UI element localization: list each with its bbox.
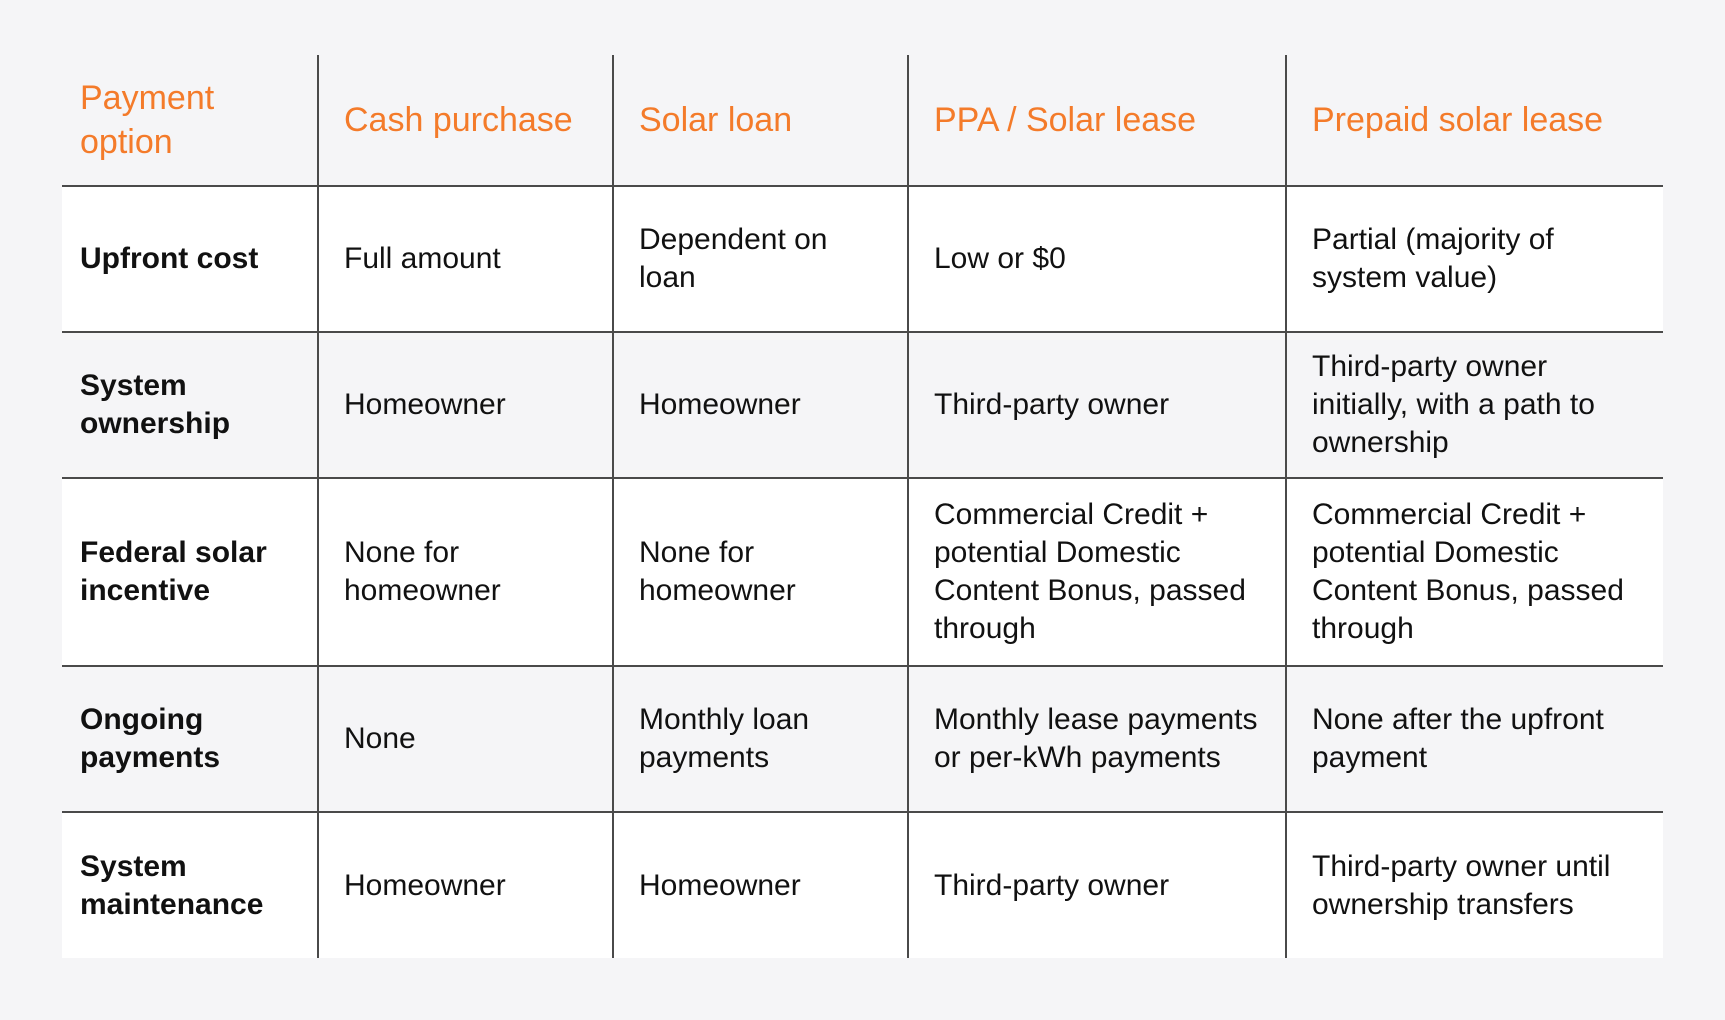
header-payment-option: Payment option bbox=[62, 55, 318, 186]
row-label: Ongoing payments bbox=[80, 703, 221, 774]
table-cell: Full amount bbox=[318, 186, 613, 332]
table-cell: Partial (majority of system value) bbox=[1286, 186, 1663, 332]
table-row-federal-solar-incentive bbox=[62, 478, 1663, 666]
header-row bbox=[62, 55, 1663, 186]
table-row-system-ownership bbox=[62, 332, 1663, 478]
header-prepaid-solar-lease: Prepaid solar lease bbox=[1286, 55, 1663, 186]
table-cell: Third-party owner bbox=[908, 812, 1286, 958]
table-cell: None bbox=[318, 666, 613, 812]
table-cell: Third-party owner until ownership transfers bbox=[1286, 812, 1663, 958]
table-row-ongoing-payments bbox=[62, 666, 1663, 812]
table-cell: Third-party owner initially, with a path to ownership bbox=[1286, 332, 1663, 478]
table-row-system-maintenance bbox=[62, 812, 1663, 958]
comparison-table-container bbox=[62, 55, 1663, 958]
table-cell: Monthly lease payments or per-kWh payments bbox=[908, 666, 1286, 812]
table-cell: Low or $0 bbox=[908, 186, 1286, 332]
table-cell: Monthly loan payments bbox=[613, 666, 908, 812]
header-cash-purchase: Cash purchase bbox=[318, 55, 613, 186]
table-cell: Commercial Credit + potential Domestic Content Bonus, passed through bbox=[908, 478, 1286, 666]
payment-options-table bbox=[62, 55, 1663, 958]
table-cell: Homeowner bbox=[318, 812, 613, 958]
row-label: Upfront cost bbox=[80, 242, 259, 275]
table-cell: Homeowner bbox=[613, 812, 908, 958]
table-cell: Homeowner bbox=[318, 332, 613, 478]
row-label: System maintenance bbox=[80, 849, 264, 921]
header-solar-loan: Solar loan bbox=[613, 55, 908, 186]
table-cell: None for homeowner bbox=[318, 478, 613, 666]
table-cell: None for homeowner bbox=[613, 478, 908, 666]
table-row-upfront-cost bbox=[62, 186, 1663, 332]
row-label: System ownership bbox=[80, 369, 231, 440]
table-cell: Commercial Credit + potential Domestic Content Bonus, passed through bbox=[1286, 478, 1663, 666]
table-cell: Homeowner bbox=[613, 332, 908, 478]
table-cell: Dependent on loan bbox=[613, 186, 908, 332]
table-cell: Third-party owner bbox=[908, 332, 1286, 478]
row-label: Federal solar incentive bbox=[80, 536, 267, 607]
table-cell: None after the upfront payment bbox=[1286, 666, 1663, 812]
header-ppa-solar-lease: PPA / Solar lease bbox=[908, 55, 1286, 186]
